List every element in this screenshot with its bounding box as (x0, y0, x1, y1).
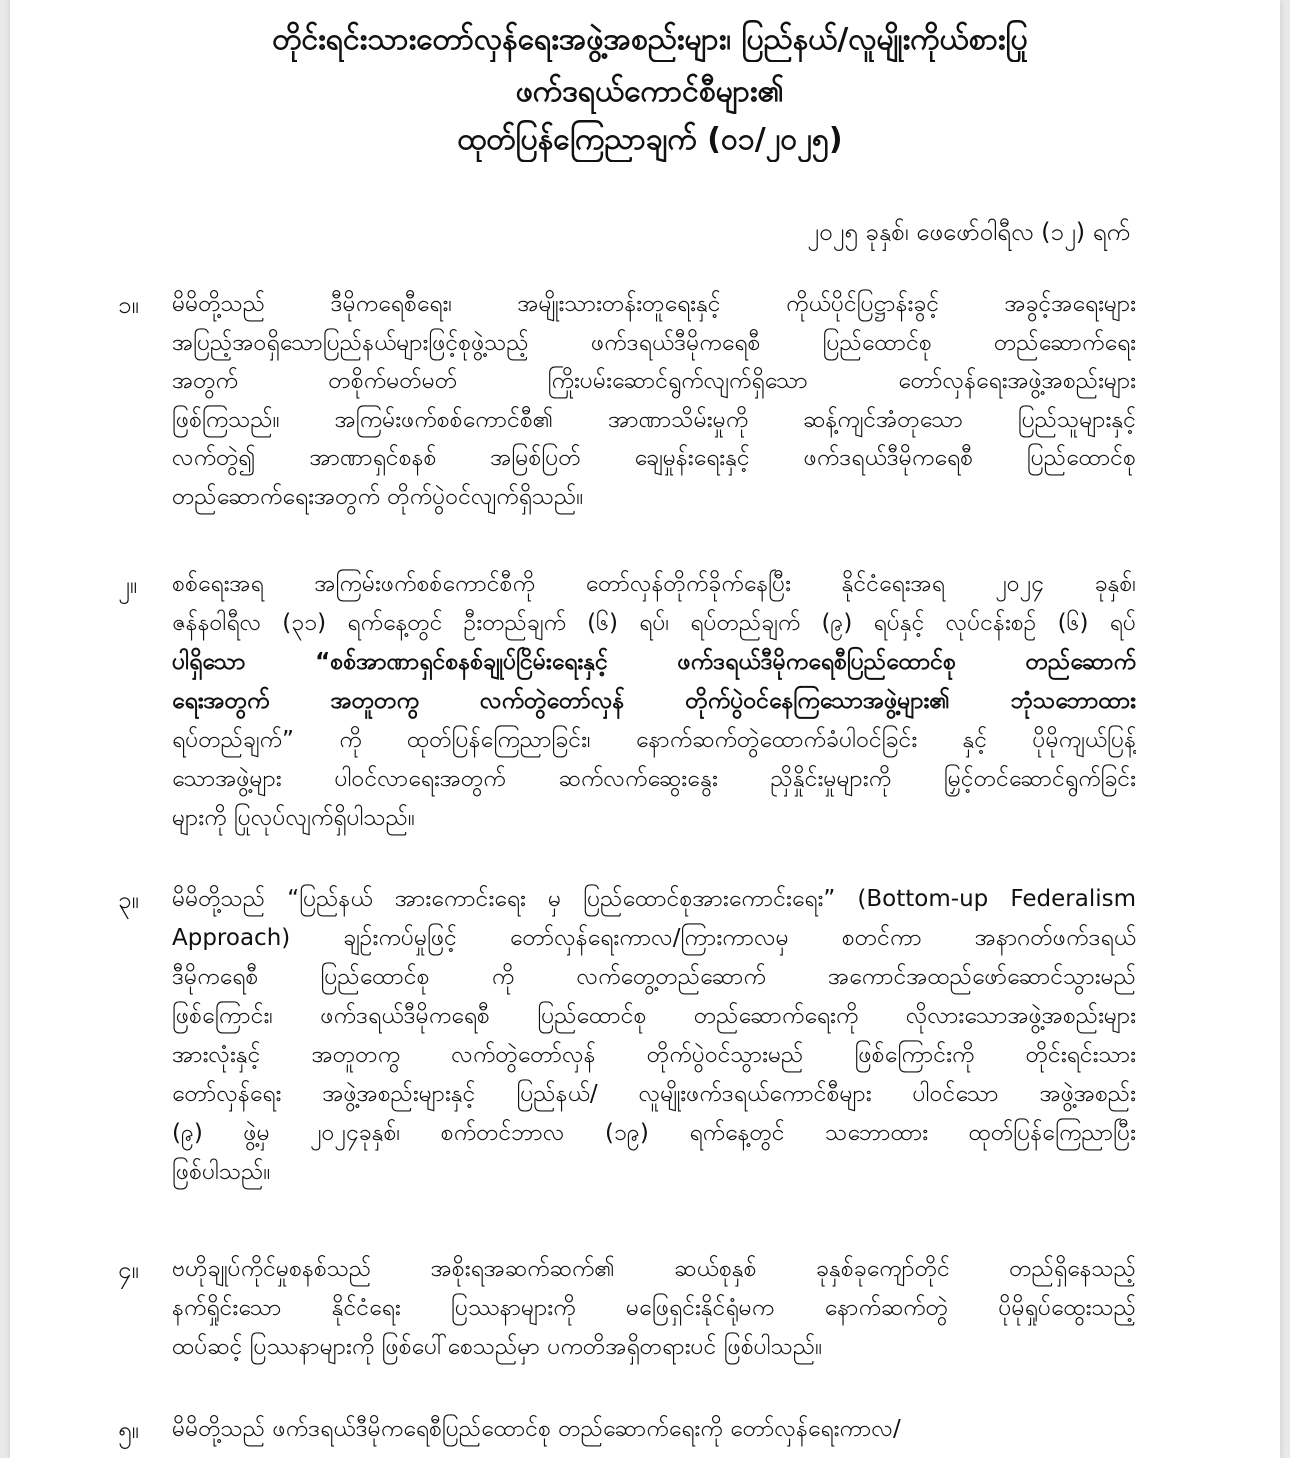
document-title-line-3: ထုတ်ပြန်ကြေညာချက် (၀၁/၂၀၂၅) (457, 122, 843, 157)
paragraph-line: လက်တွဲ၍ အာဏာရှင်စနစ် အမြစ်ပြတ် ချေမှုန်းရေးနှင့် ဖက်ဒရယ်ဒီမိုကရေစီ ပြည်ထောင်စု (172, 445, 1136, 471)
paragraph-line-bold: ပါရှိသော “စစ်အာဏာရှင်စနစ်ချုပ်ငြိမ်းရေးနှင့် ဖက်ဒရယ်ဒီမိုကရေစီပြည်ထောင်စု တည်ဆောက် (172, 649, 1136, 675)
paragraph-line: ဗဟိုချုပ်ကိုင်မှုစနစ်သည် အစိုးရအဆက်ဆက်၏ ဆယ်စုနှစ် ခုနှစ်ခုကျော်တိုင် တည်ရှိနေသည့် (172, 1256, 1136, 1282)
paragraph-line: အားလုံးနှင့် အတူတကွ လက်တွဲတော်လှန် တိုက်ပွဲဝင်သွားမည် ဖြစ်ကြောင်းကို တိုင်းရင်းသား (172, 1042, 1136, 1068)
paragraph-line: ဖြစ်ပါသည်။ (172, 1159, 271, 1185)
paragraph-line: တည်ဆောက်ရေးအတွက် တိုက်ပွဲဝင်လျက်ရှိသည်။ (172, 483, 584, 510)
paragraph-body (172, 565, 1136, 838)
paragraph-line: တော်လှန်ရေး အဖွဲ့အစည်းများနှင့် ပြည်နယ်/ လူမျိုးဖက်ဒရယ်ကောင်စီများ ပါဝင်သော အဖွဲ့အစည်း (172, 1081, 1136, 1107)
paragraph-line: မိမိတို့သည် ဖက်ဒရယ်ဒီမိုကရေစီပြည်ထောင်စု တည်ဆောက်ရေးကို တော်လှန်ရေးကာလ/ (172, 1416, 901, 1442)
paragraph-line: မိမိတို့သည် ဒီမိုကရေစီရေး၊ အမျိုးသားတန်းတူရေးနှင့် ကိုယ်ပိုင်ပြဋ္ဌာန်းခွင့် အခွင့်အရေးများ (172, 291, 1136, 317)
paragraph-line: ဇန်နဝါရီလ (၃၁) ရက်နေ့တွင် ဦးတည်ချက် (၆) ရပ်၊ ရပ်တည်ချက် (၉) ရပ်နှင့် လုပ်ငန်းစဉ် (၆) ရပ် (172, 610, 1136, 636)
paragraph-body (172, 1410, 1136, 1449)
paragraph-number: ၅။ (118, 1416, 139, 1444)
paragraph-number: ၁။ (118, 291, 139, 319)
document-title-line-1: တိုင်းရင်းသားတော်လှန်ရေးအဖွဲ့အစည်းများ၊ ပြည်နယ်/လူမျိုးကိုယ်စားပြု (272, 22, 1028, 57)
paragraph-line: (၉) ဖွဲ့မှ ၂၀၂၄ခုနှစ်၊ စက်တင်ဘာလ (၁၉) ရက်နေ့တွင် သဘောထား ထုတ်ပြန်ကြေညာပြီး (172, 1120, 1136, 1146)
paragraph-number: ၄။ (118, 1256, 139, 1284)
paragraph-line: ဒီမိုကရေစီ ပြည်ထောင်စု ကို လက်တွေ့တည်ဆောက် အကောင်အထည်ဖော်ဆောင်သွားမည် (172, 964, 1136, 990)
paragraph-body (172, 880, 1136, 1192)
paragraph-line: နက်ရှိုင်းသော နိုင်ငံရေး ပြဿနာများကို မဖြေရှင်းနိုင်ရုံမက နောက်ဆက်တွဲ ပိုမိုရှုပ်ထွေးသည့် (172, 1295, 1136, 1321)
paragraph-body (172, 285, 1136, 516)
paragraph-line: များကို ပြုလုပ်လျက်ရှိပါသည်။ (172, 805, 415, 831)
paragraph-line: မိမိတို့သည် “ပြည်နယ် အားကောင်းရေး မှ ပြည်ထောင်စုအားကောင်းရေး” (Bottom-up Federalism (172, 886, 1136, 912)
paragraph-line: Approach) ချဉ်းကပ်မှုဖြင့် တော်လှန်ရေးကာလ/ကြားကာလမှ စတင်ကာ အနာဂတ်ဖက်ဒရယ် (172, 925, 1136, 951)
paragraph-number: ၃။ (118, 886, 139, 914)
paragraph-line: အတွက် တစိုက်မတ်မတ် ကြိုးပမ်းဆောင်ရွက်လျက်ရှိသော တော်လှန်ရေးအဖွဲ့အစည်းများ (172, 368, 1136, 394)
paragraph-line: ရပ်တည်ချက်” ကို ထုတ်ပြန်ကြေညာခြင်း၊ နောက်ဆက်တွဲထောက်ခံပါဝင်ခြင်း နှင့် ပိုမိုကျယ်ပြန့် (172, 727, 1136, 753)
document-title-line-2: ဖက်ဒရယ်ကောင်စီများ၏ (515, 74, 785, 109)
paragraph-number: ၂။ (118, 571, 138, 599)
document-page (10, 0, 1280, 1458)
paragraph-line: ဖြစ်ကြောင်း၊ ဖက်ဒရယ်ဒီမိုကရေစီ ပြည်ထောင်စု တည်ဆောက်ရေးကို လိုလားသောအဖွဲ့အစည်းများ (172, 1003, 1136, 1029)
paragraph-line: ဖြစ်ကြသည်။ အကြမ်းဖက်စစ်ကောင်စီ၏ အာဏာသိမ်းမှုကို ဆန့်ကျင်အံတုသော ပြည်သူများနှင့် (172, 406, 1136, 433)
paragraph-body (172, 1250, 1136, 1367)
paragraph-line: သောအဖွဲ့များ ပါဝင်လာရေးအတွက် ဆက်လက်ဆွေးနွေး ညှိနှိုင်းမှုများကို မြှင့်တင်ဆောင်ရွက်ခြင်း (172, 766, 1136, 792)
paragraph-line-bold: ရေးအတွက် အတူတကွ လက်တွဲတော်လှန် တိုက်ပွဲဝင်နေကြသောအဖွဲ့များ၏ ဘုံသဘောထား (172, 688, 1136, 714)
document-date: ၂၀၂၅ ခုနှစ်၊ ဖေဖော်ဝါရီလ (၁၂) ရက် (807, 218, 1130, 246)
paragraph-line: ထပ်ဆင့် ပြဿနာများကို ဖြစ်ပေါ်စေသည်မှာ ပကတိအရှိတရားပင် ဖြစ်ပါသည်။ (172, 1334, 823, 1360)
paragraph-line: စစ်ရေးအရ အကြမ်းဖက်စစ်ကောင်စီကို တော်လှန်တိုက်ခိုက်နေပြီး နိုင်ငံရေးအရ ၂၀၂၄ ခုနှစ်၊ (172, 571, 1136, 597)
paragraph-line: အပြည့်အဝရှိသောပြည်နယ်များဖြင့်စုဖွဲ့သည့် ဖက်ဒရယ်ဒီမိုကရေစီ ပြည်ထောင်စု တည်ဆောက်ရေး (172, 329, 1136, 356)
